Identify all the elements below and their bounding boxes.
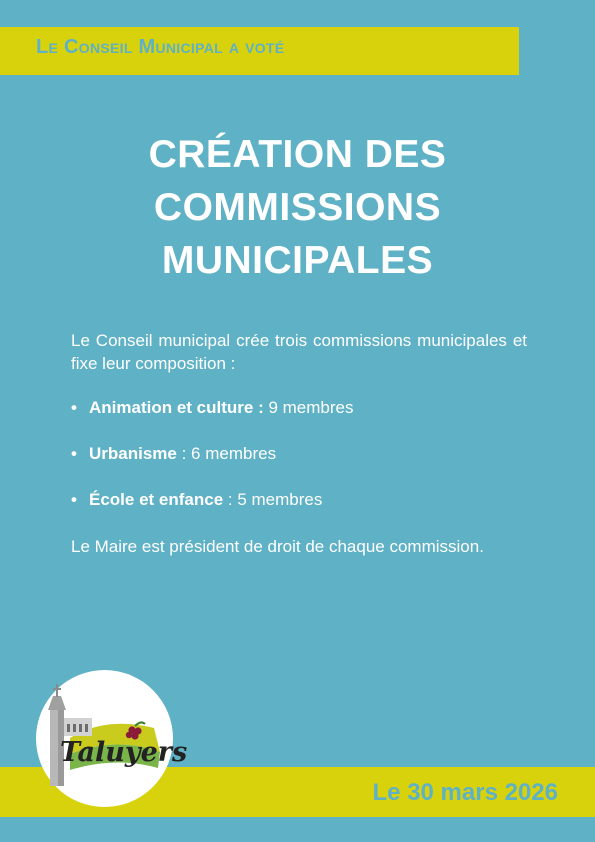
list-item [71,489,527,535]
title-line-1: CRÉATION DES [148,133,447,176]
town-logo-graphic [36,670,188,807]
bullet-icon: • [71,398,77,417]
commission-list [71,397,527,535]
page-title [0,128,595,287]
outro-paragraph: Le Maire est président de droit de chaque commission. [71,537,484,556]
bullet-icon: • [71,490,77,509]
commission-name: Urbanisme [89,444,177,463]
list-item [71,443,527,489]
banner-title: Le Conseil Municipal a voté [36,36,285,58]
town-logo [36,670,188,807]
intro-paragraph: Le Conseil municipal crée trois commissions municipales et fixe leur composition : [71,331,527,373]
commission-name: Animation et culture : [89,398,264,417]
commission-members: : 6 membres [176,444,277,463]
date-label: Le 30 mars 2026 [372,779,558,806]
title-line-2: COMMISSIONS [153,186,442,229]
commission-name: École et enfance [89,490,224,509]
bullet-icon: • [71,444,77,463]
logo-wordmark: Taluyers [60,737,188,768]
commission-members: : 5 membres [223,490,323,509]
title-line-3: MUNICIPALES [161,239,434,282]
list-item [71,397,527,443]
commission-members: 9 membres [263,398,354,417]
